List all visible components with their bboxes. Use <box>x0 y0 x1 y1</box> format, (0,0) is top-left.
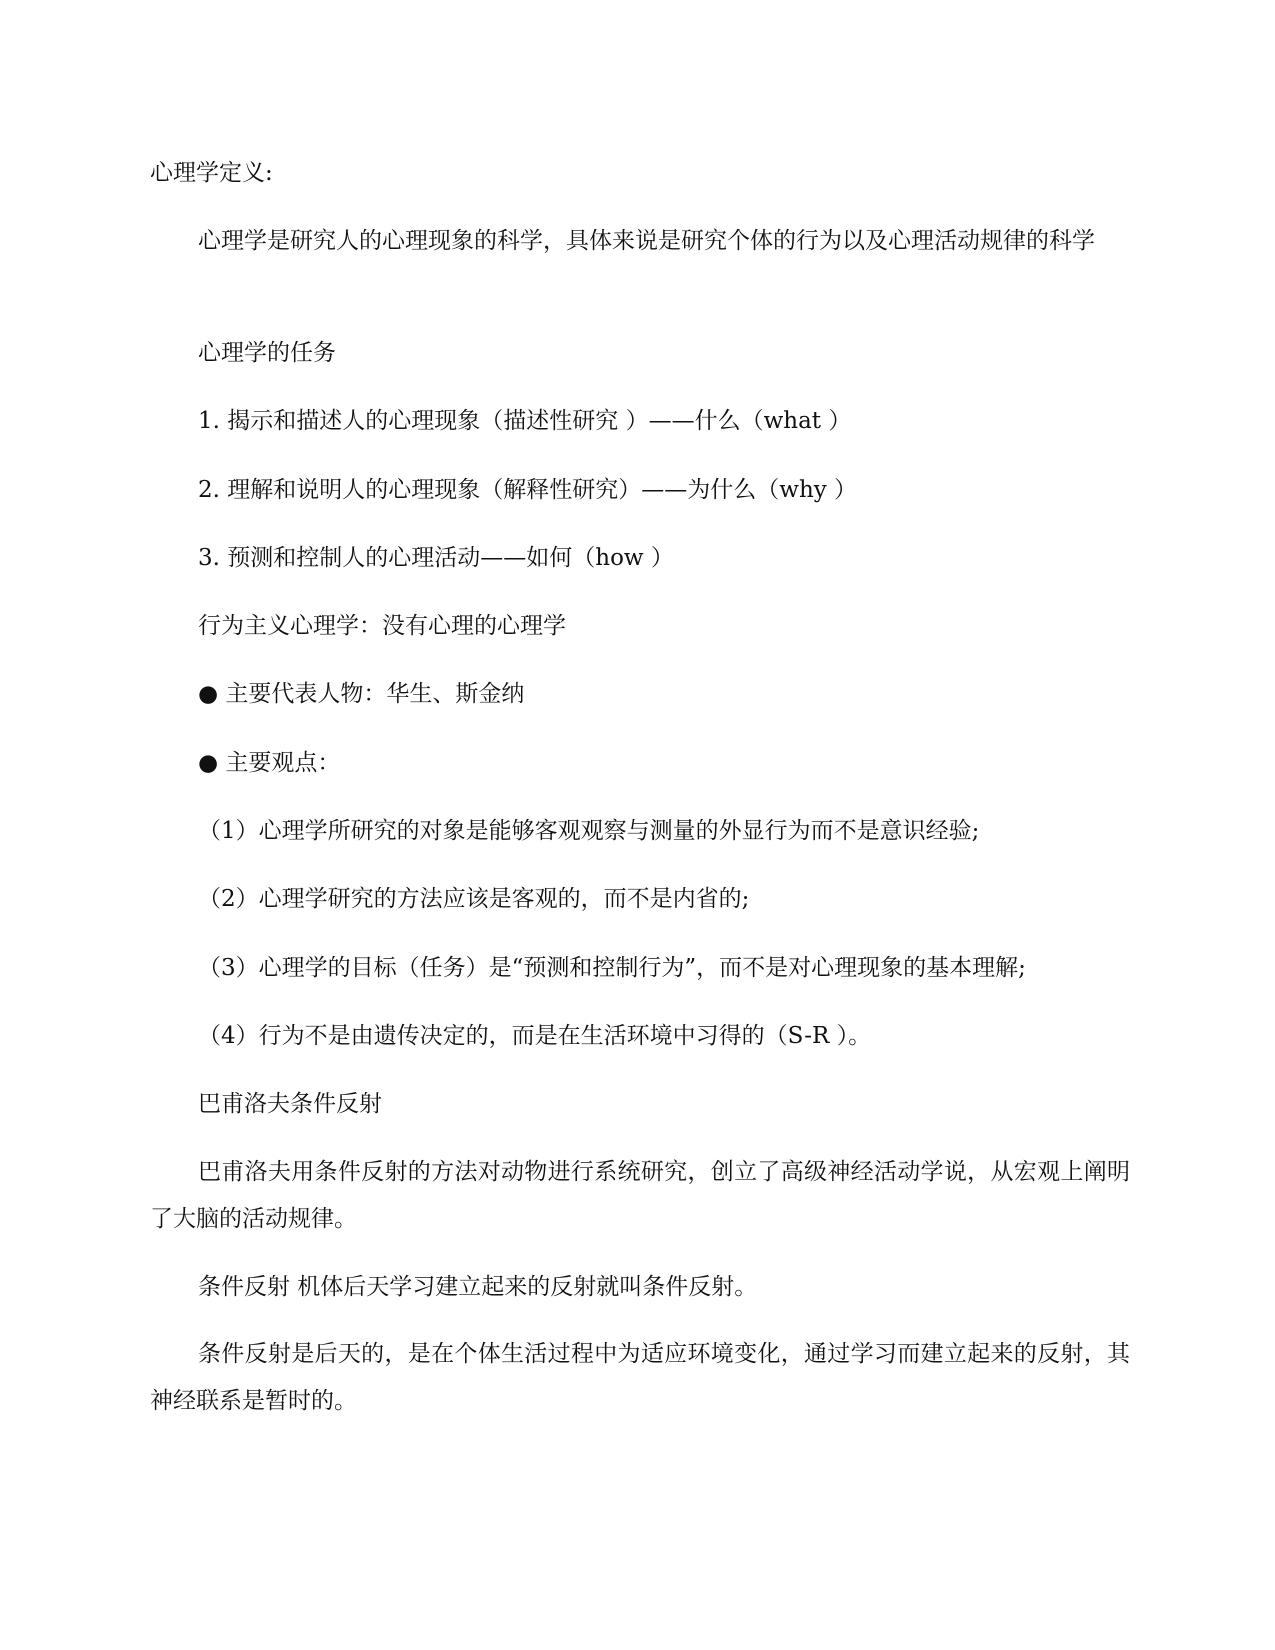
task-item-1: 1. 揭示和描述人的心理现象（描述性研究 ）——什么（what ） <box>198 408 852 434</box>
task-item-3: 3. 预测和控制人的心理活动——如何（how ） <box>198 545 674 571</box>
conditioned-reflex-definition: 条件反射 机体后天学习建立起来的反射就叫条件反射。 <box>198 1274 758 1300</box>
task-item-2: 2. 理解和说明人的心理现象（解释性研究）——为什么（why ） <box>198 477 858 503</box>
viewpoint-item-3: （3）心理学的目标（任务）是“预测和控制行为”，而不是对心理现象的基本理解; <box>198 955 1026 981</box>
behaviorism-heading: 行为主义心理学：没有心理的心理学 <box>198 613 566 639</box>
section-heading-definition: 心理学定义: <box>150 160 273 186</box>
definition-paragraph: 心理学是研究人的心理现象的科学，具体来说是研究个体的行为以及心理活动规律的科学 <box>198 228 1095 254</box>
viewpoint-item-1: （1）心理学所研究的对象是能够客观观察与测量的外显行为而不是意识经验; <box>198 818 980 844</box>
representatives-bullet: ● 主要代表人物：华生、斯金纳 <box>198 681 525 707</box>
viewpoint-item-2: （2）心理学研究的方法应该是客观的，而不是内省的; <box>198 886 750 912</box>
viewpoints-bullet: ● 主要观点： <box>198 750 341 776</box>
conditioned-reflex-description: 条件反射是后天的，是在个体生活过程中为适应环境变化，通过学习而建立起来的反射，其神经联系是暂时的。 <box>150 1341 1130 1414</box>
pavlov-paragraph: 巴甫洛夫用条件反射的方法对动物进行系统研究，创立了高级神经活动学说，从宏观上阐明了大脑的活动规律。 <box>150 1159 1130 1232</box>
viewpoint-item-4: （4）行为不是由遗传决定的，而是在生活环境中习得的（S-R ）。 <box>198 1023 872 1049</box>
tasks-heading: 心理学的任务 <box>198 340 336 366</box>
pavlov-heading: 巴甫洛夫条件反射 <box>198 1091 382 1117</box>
